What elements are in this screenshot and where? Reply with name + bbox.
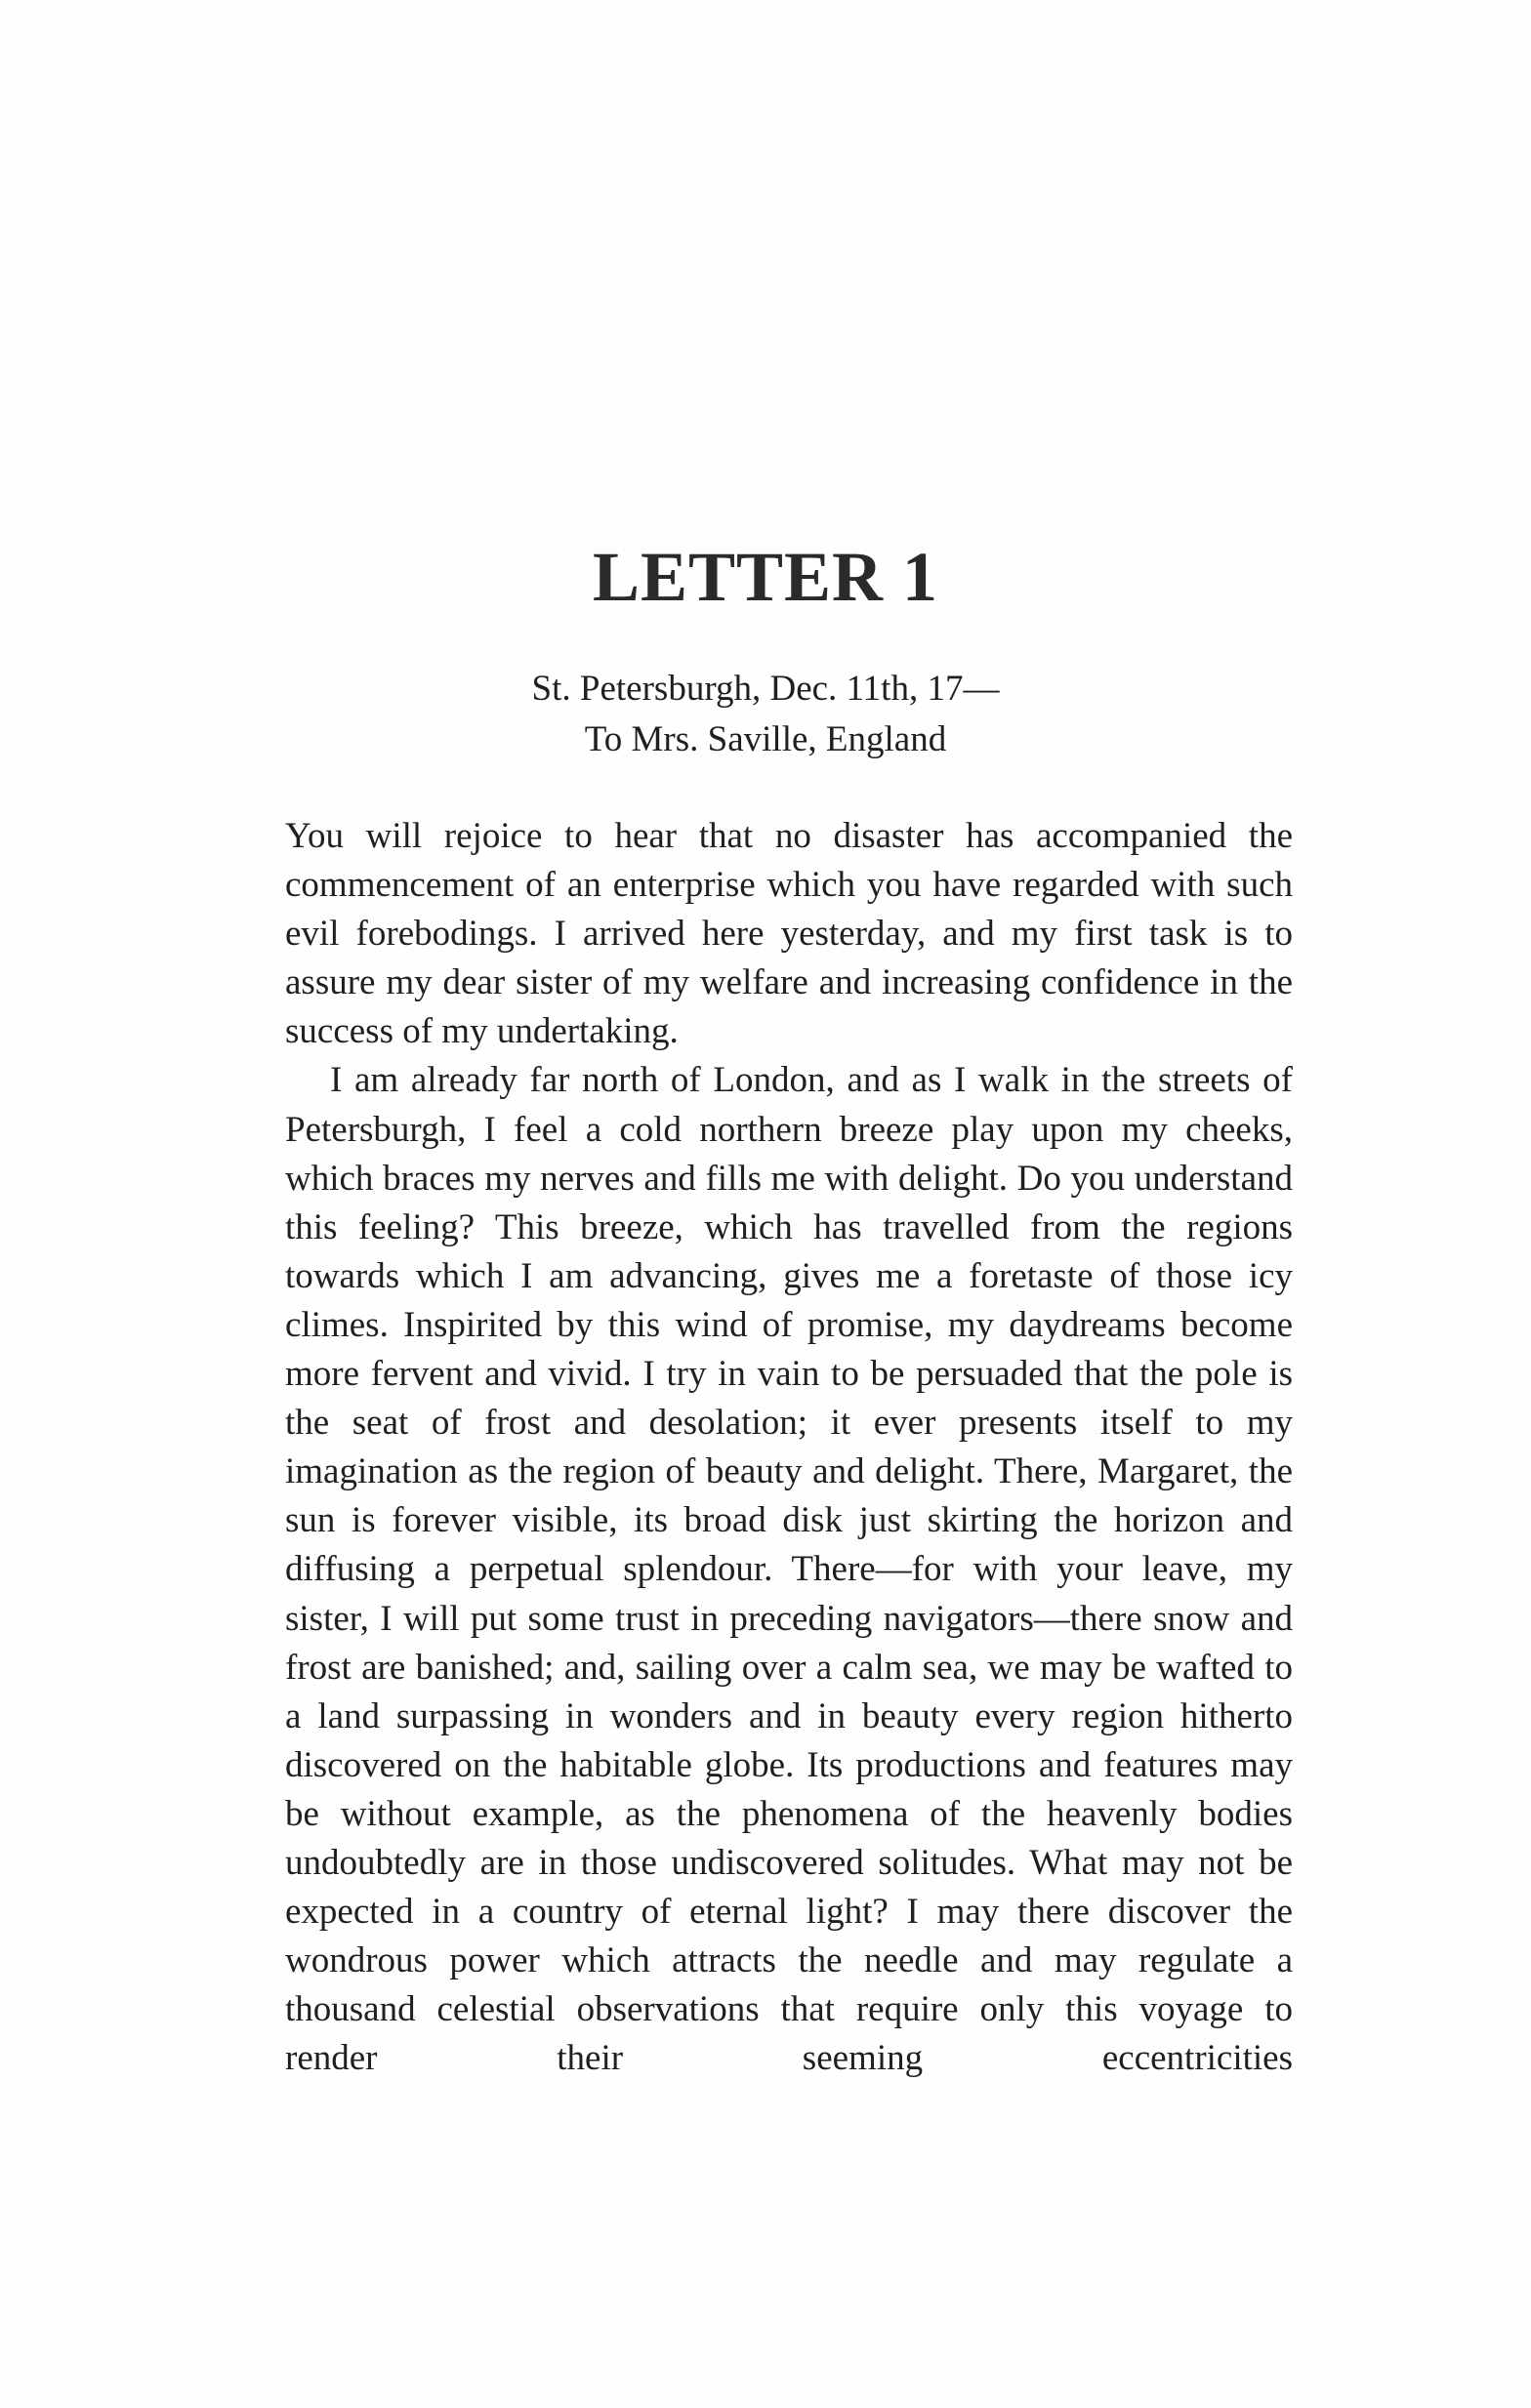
letter-heading — [0, 664, 1531, 765]
paragraph-2: I am already far north of London, and as I walk in the streets of Petersburgh, I feel a cold northern breeze play upon my cheeks, which braces my nerves and fills me with delight. Do you understand this feeling? This breeze, which has travelled from the regions towards which I am advancing, gives me a foretaste of those icy climes. Inspirited by this wind of promise, my daydreams become more fervent and vivid. I try in vain to be persuaded that the pole is the seat of frost and desolation; it ever presents itself to my imagination as the region of beauty and delight. There, Margaret, the sun is forever visible, its broad disk just skirting the horizon and diffusing a perpetual splendour. There—for with your leave, my sister, I will put some trust in preceding navigators—there snow and frost are banished; and, sailing over a calm sea, we may be wafted to a land surpassing in wonders and in beauty every region hitherto discovered on the habitable globe. Its productions and features may be without example, as the phenomena of the heavenly bodies undoubtedly are in those undiscovered solitudes. What may not be expected in a country of eternal light? I may there discover the wondrous power which attracts the needle and may regulate a thousand celestial observations that require only this voyage to render their seeming eccentricities — [285, 1060, 1293, 2079]
letter-recipient: To Mrs. Saville, England — [584, 719, 947, 759]
chapter-title: LETTER 1 — [592, 538, 939, 617]
letter-body — [285, 812, 1293, 2083]
letter-place-date: St. Petersburgh, Dec. 11th, 17— — [531, 669, 1000, 709]
paragraph-1: You will rejoice to hear that no disaster has accompanied the commencement of an enterprise which you have regarded with such evil forebodings. I arrived here yesterday, and my first task is to assure my dear sister of my welfare and increasing confidence in the success of my undertaking. — [285, 816, 1293, 1052]
